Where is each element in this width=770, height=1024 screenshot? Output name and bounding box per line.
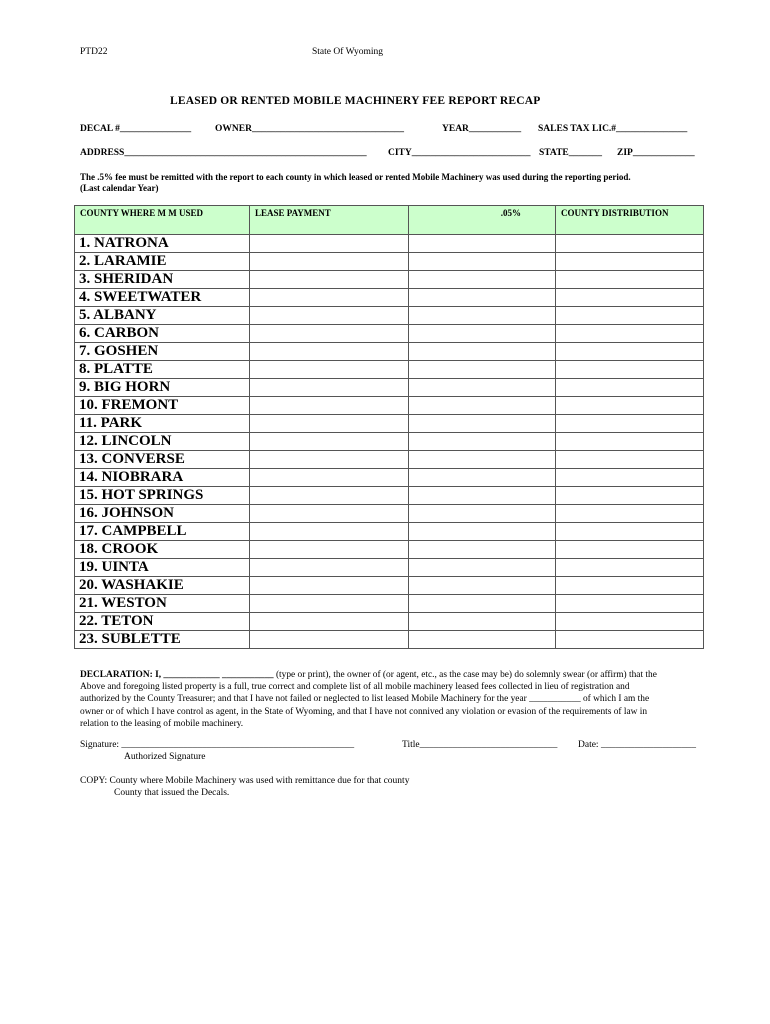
table-row bbox=[75, 379, 704, 397]
county-name: 10. FREMONT bbox=[75, 397, 250, 415]
lease-payment-cell[interactable] bbox=[250, 487, 409, 505]
table-row bbox=[75, 451, 704, 469]
fee-cell[interactable] bbox=[409, 577, 556, 595]
table-row bbox=[75, 235, 704, 253]
recap-table bbox=[74, 205, 704, 649]
county-name: 7. GOSHEN bbox=[75, 343, 250, 361]
county-name: 12. LINCOLN bbox=[75, 433, 250, 451]
lease-payment-cell[interactable] bbox=[250, 577, 409, 595]
fee-cell[interactable] bbox=[409, 235, 556, 253]
lease-payment-cell[interactable] bbox=[250, 451, 409, 469]
lease-payment-cell[interactable] bbox=[250, 325, 409, 343]
county-distribution-cell[interactable] bbox=[556, 253, 704, 271]
county-distribution-cell[interactable] bbox=[556, 343, 704, 361]
county-name: 5. ALBANY bbox=[75, 307, 250, 325]
county-name: 19. UINTA bbox=[75, 559, 250, 577]
county-name: 13. CONVERSE bbox=[75, 451, 250, 469]
declaration-line-5: relation to the leasing of mobile machinery. bbox=[80, 718, 244, 729]
lease-payment-cell[interactable] bbox=[250, 469, 409, 487]
table-row bbox=[75, 415, 704, 433]
county-distribution-cell[interactable] bbox=[556, 289, 704, 307]
county-distribution-cell[interactable] bbox=[556, 271, 704, 289]
signature-field[interactable]: Signature: _________________________________________________ bbox=[80, 740, 355, 750]
fee-cell[interactable] bbox=[409, 487, 556, 505]
county-distribution-cell[interactable] bbox=[556, 487, 704, 505]
declaration bbox=[80, 669, 708, 730]
lease-payment-cell[interactable] bbox=[250, 343, 409, 361]
county-distribution-cell[interactable] bbox=[556, 613, 704, 631]
county-header: COUNTY WHERE M M USED bbox=[75, 206, 250, 235]
declaration-line-4: owner or of which I have control as agent, in the State of Wyoming, and that I have not connived any violation or evasion of the requirements of law in bbox=[80, 706, 648, 717]
county-distribution-cell[interactable] bbox=[556, 415, 704, 433]
county-name: 14. NIOBRARA bbox=[75, 469, 250, 487]
owner-field[interactable]: OWNER________________________________ bbox=[215, 124, 404, 134]
county-distribution-cell[interactable] bbox=[556, 595, 704, 613]
county-distribution-cell[interactable] bbox=[556, 307, 704, 325]
lease-payment-cell[interactable] bbox=[250, 289, 409, 307]
declaration-line-3: authorized by the County Treasurer; and that I have not failed or neglected to list leased Mobile Machinery for the year ___________ of which I am the bbox=[80, 694, 650, 705]
title-field[interactable]: Title_____________________________ bbox=[402, 740, 558, 750]
lease-payment-cell[interactable] bbox=[250, 433, 409, 451]
county-name: 11. PARK bbox=[75, 415, 250, 433]
lease-payment-cell[interactable] bbox=[250, 541, 409, 559]
lease-payment-cell[interactable] bbox=[250, 379, 409, 397]
county-name: 8. PLATTE bbox=[75, 361, 250, 379]
fee-cell[interactable] bbox=[409, 613, 556, 631]
date-field[interactable]: Date: ____________________ bbox=[578, 740, 696, 750]
county-distribution-cell[interactable] bbox=[556, 505, 704, 523]
fee-cell[interactable] bbox=[409, 541, 556, 559]
recap-table-body bbox=[75, 235, 704, 649]
county-name: 23. SUBLETTE bbox=[75, 631, 250, 649]
page-title: LEASED OR RENTED MOBILE MACHINERY FEE REPORT RECAP bbox=[170, 95, 541, 107]
table-row bbox=[75, 559, 704, 577]
address-field[interactable]: ADDRESS___________________________________________________ bbox=[80, 148, 367, 158]
state-field[interactable]: STATE_______ bbox=[539, 148, 602, 158]
county-distribution-cell[interactable] bbox=[556, 559, 704, 577]
county-name: 16. JOHNSON bbox=[75, 505, 250, 523]
state-name: State Of Wyoming bbox=[312, 47, 384, 57]
lease-payment-cell[interactable] bbox=[250, 397, 409, 415]
county-distribution-cell[interactable] bbox=[556, 379, 704, 397]
declaration-line-1: (type or print), the owner of (or agent, etc., as the case may be) do solemnly swear (or affirm) that the bbox=[273, 670, 657, 680]
county-name: 18. CROOK bbox=[75, 541, 250, 559]
table-row bbox=[75, 577, 704, 595]
form-code: PTD22 bbox=[80, 47, 108, 57]
fee-cell[interactable] bbox=[409, 307, 556, 325]
lease-payment-cell[interactable] bbox=[250, 235, 409, 253]
table-row bbox=[75, 433, 704, 451]
table-row bbox=[75, 631, 704, 649]
table-row bbox=[75, 505, 704, 523]
table-row bbox=[75, 523, 704, 541]
fee-cell[interactable] bbox=[409, 289, 556, 307]
fee-cell[interactable] bbox=[409, 595, 556, 613]
lease-payment-cell[interactable] bbox=[250, 307, 409, 325]
fee-cell[interactable] bbox=[409, 451, 556, 469]
lease-payment-cell[interactable] bbox=[250, 613, 409, 631]
county-distribution-cell[interactable] bbox=[556, 577, 704, 595]
table-row bbox=[75, 613, 704, 631]
fee-cell[interactable] bbox=[409, 559, 556, 577]
county-distribution-cell[interactable] bbox=[556, 469, 704, 487]
county-name: 21. WESTON bbox=[75, 595, 250, 613]
copy-line-1: COPY: County where Mobile Machinery was used with remittance due for that county bbox=[80, 776, 410, 786]
notice-line-1: The .5% fee must be remitted with the report to each county in which leased or rented Mobile Machinery was used during the reporting period. bbox=[80, 172, 631, 182]
county-name: 2. LARAMIE bbox=[75, 253, 250, 271]
sales-tax-field[interactable]: SALES TAX LIC.#_______________ bbox=[538, 124, 688, 134]
fee-cell[interactable] bbox=[409, 505, 556, 523]
lease-payment-cell[interactable] bbox=[250, 253, 409, 271]
county-distribution-cell[interactable] bbox=[556, 235, 704, 253]
lease-payment-cell[interactable] bbox=[250, 415, 409, 433]
county-distribution-cell[interactable] bbox=[556, 451, 704, 469]
fee-cell[interactable] bbox=[409, 433, 556, 451]
county-distribution-header: COUNTY DISTRIBUTION bbox=[556, 206, 704, 235]
county-name: 6. CARBON bbox=[75, 325, 250, 343]
table-row bbox=[75, 595, 704, 613]
table-row bbox=[75, 289, 704, 307]
fee-cell[interactable] bbox=[409, 325, 556, 343]
table-row bbox=[75, 469, 704, 487]
county-name: 3. SHERIDAN bbox=[75, 271, 250, 289]
decal-field[interactable]: DECAL #_______________ bbox=[80, 124, 192, 134]
table-row bbox=[75, 397, 704, 415]
zip-field[interactable]: ZIP_____________ bbox=[617, 148, 695, 158]
lease-payment-header: LEASE PAYMENT bbox=[250, 206, 409, 235]
table-header-row bbox=[75, 206, 704, 235]
year-field[interactable]: YEAR___________ bbox=[442, 124, 522, 134]
table-row bbox=[75, 325, 704, 343]
authorized-signature-label: Authorized Signature bbox=[124, 752, 206, 762]
lease-payment-cell[interactable] bbox=[250, 631, 409, 649]
county-name: 17. CAMPBELL bbox=[75, 523, 250, 541]
county-distribution-cell[interactable] bbox=[556, 397, 704, 415]
table-row bbox=[75, 361, 704, 379]
county-name: 9. BIG HORN bbox=[75, 379, 250, 397]
county-name: 22. TETON bbox=[75, 613, 250, 631]
lease-payment-cell[interactable] bbox=[250, 559, 409, 577]
fee-cell[interactable] bbox=[409, 343, 556, 361]
declaration-line-2: Above and foregoing listed property is a full, true correct and complete list of all mobile machinery leased fees collected in lieu of registration and bbox=[80, 682, 630, 693]
table-row bbox=[75, 271, 704, 289]
fee-cell[interactable] bbox=[409, 631, 556, 649]
table-row bbox=[75, 343, 704, 361]
fee-cell[interactable] bbox=[409, 379, 556, 397]
lease-payment-cell[interactable] bbox=[250, 595, 409, 613]
county-distribution-cell[interactable] bbox=[556, 433, 704, 451]
county-distribution-cell[interactable] bbox=[556, 541, 704, 559]
county-distribution-cell[interactable] bbox=[556, 325, 704, 343]
notice-line-2: (Last calendar Year) bbox=[80, 183, 159, 193]
lease-payment-cell[interactable] bbox=[250, 505, 409, 523]
fee-cell[interactable] bbox=[409, 271, 556, 289]
lease-payment-cell[interactable] bbox=[250, 361, 409, 379]
copy-line-2: County that issued the Decals. bbox=[114, 788, 230, 798]
county-name: 20. WASHAKIE bbox=[75, 577, 250, 595]
fee-cell[interactable] bbox=[409, 253, 556, 271]
lease-payment-cell[interactable] bbox=[250, 271, 409, 289]
county-distribution-cell[interactable] bbox=[556, 631, 704, 649]
county-name: 15. HOT SPRINGS bbox=[75, 487, 250, 505]
county-name: 4. SWEETWATER bbox=[75, 289, 250, 307]
lease-payment-cell[interactable] bbox=[250, 523, 409, 541]
fee-cell[interactable] bbox=[409, 361, 556, 379]
county-name: 1. NATRONA bbox=[75, 235, 250, 253]
county-distribution-cell[interactable] bbox=[556, 361, 704, 379]
county-distribution-cell[interactable] bbox=[556, 523, 704, 541]
percent-header: .05% bbox=[409, 206, 556, 235]
table-row bbox=[75, 487, 704, 505]
fee-cell[interactable] bbox=[409, 523, 556, 541]
city-field[interactable]: CITY_________________________ bbox=[388, 148, 531, 158]
table-row bbox=[75, 253, 704, 271]
fee-cell[interactable] bbox=[409, 415, 556, 433]
fee-cell[interactable] bbox=[409, 397, 556, 415]
declaration-label: DECLARATION: I, ____________ ___________ bbox=[80, 670, 274, 680]
table-row bbox=[75, 307, 704, 325]
table-row bbox=[75, 541, 704, 559]
fee-cell[interactable] bbox=[409, 469, 556, 487]
